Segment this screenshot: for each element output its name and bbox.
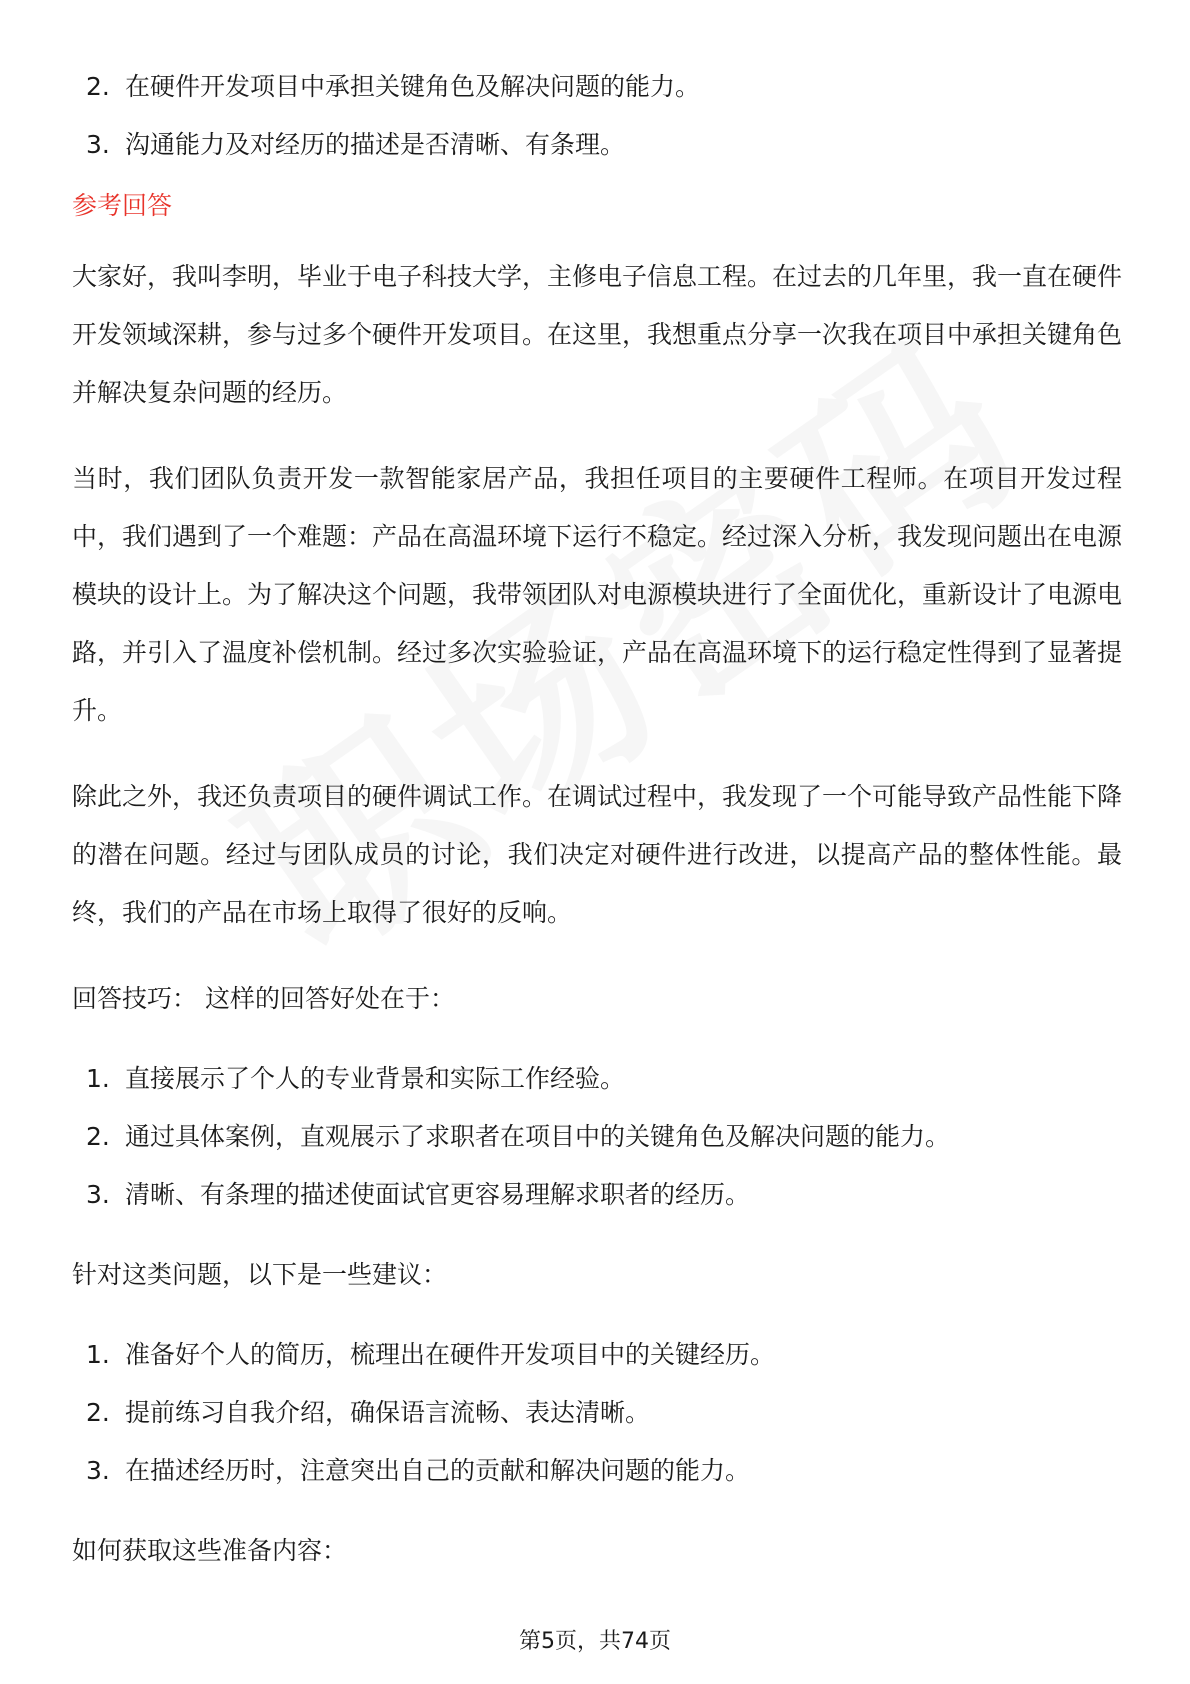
- evaluation-points-list: [72, 58, 1122, 174]
- list-item: [72, 1384, 1122, 1442]
- list-item-number: 2.: [86, 72, 110, 101]
- advice-list: [72, 1326, 1122, 1500]
- list-item-number: 2.: [86, 1122, 110, 1151]
- list-item: [72, 58, 1122, 116]
- page-content: [72, 58, 1122, 1580]
- list-item-number: 3.: [86, 1180, 110, 1209]
- advice-intro: 针对这类问题，以下是一些建议：: [72, 1260, 448, 1289]
- preparation-heading: 如何获取这些准备内容：: [72, 1536, 348, 1565]
- list-item-number: 3.: [86, 1456, 110, 1485]
- list-item-text: 提前练习自我介绍，确保语言流畅、表达清晰。: [125, 1398, 651, 1427]
- answer-paragraph-project: 当时，我们团队负责开发一款智能家居产品，我担任项目的主要硬件工程师。在项目开发过程中，我们遇到了一个难题：产品在高温环境下运行不稳定。经过深入分析，我发现问题出在电源模块的设计上。为了解决这个问题，我带领团队对电源模块进行了全面优化，重新设计了电源电路，并引入了温度补偿机制。经过多次实验验证，产品在高温环境下的运行稳定性得到了显著提升。: [72, 464, 1123, 725]
- answer-paragraph-intro: 大家好，我叫李明，毕业于电子科技大学，主修电子信息工程。在过去的几年里，我一直在硬件开发领域深耕，参与过多个硬件开发项目。在这里，我想重点分享一次我在项目中承担关键角色并解决复杂问题的经历。: [72, 262, 1123, 407]
- list-item-number: 1.: [86, 1340, 110, 1369]
- answer-paragraph-debugging: 除此之外，我还负责项目的硬件调试工作。在调试过程中，我发现了一个可能导致产品性能下降的潜在问题。经过与团队成员的讨论，我们决定对硬件进行改进，以提高产品的整体性能。最终，我们的产品在市场上取得了很好的反响。: [72, 782, 1123, 927]
- list-item-number: 3.: [86, 130, 110, 159]
- list-item-number: 2.: [86, 1398, 110, 1427]
- page-number-footer: 第5页，共74页: [519, 1629, 671, 1654]
- list-item-text: 通过具体案例，直观展示了求职者在项目中的关键角色及解决问题的能力。: [125, 1122, 951, 1151]
- answer-tips-intro: 回答技巧： 这样的回答好处在于：: [72, 984, 455, 1013]
- list-item-text: 沟通能力及对经历的描述是否清晰、有条理。: [125, 130, 626, 159]
- list-item-text: 准备好个人的简历，梳理出在硬件开发项目中的关键经历。: [125, 1340, 776, 1369]
- list-item: [72, 1108, 1122, 1166]
- list-item: [72, 1442, 1122, 1500]
- list-item-text: 清晰、有条理的描述使面试官更容易理解求职者的经历。: [125, 1180, 751, 1209]
- list-item-text: 在硬件开发项目中承担关键角色及解决问题的能力。: [125, 72, 701, 101]
- list-item: [72, 116, 1122, 174]
- list-item: [72, 1050, 1122, 1108]
- list-item: [72, 1166, 1122, 1224]
- answer-tips-list: [72, 1050, 1122, 1224]
- list-item-text: 在描述经历时，注意突出自己的贡献和解决问题的能力。: [125, 1456, 751, 1485]
- list-item-number: 1.: [86, 1064, 110, 1093]
- section-heading: 参考回答: [72, 191, 173, 220]
- list-item: [72, 1326, 1122, 1384]
- list-item-text: 直接展示了个人的专业背景和实际工作经验。: [125, 1064, 626, 1093]
